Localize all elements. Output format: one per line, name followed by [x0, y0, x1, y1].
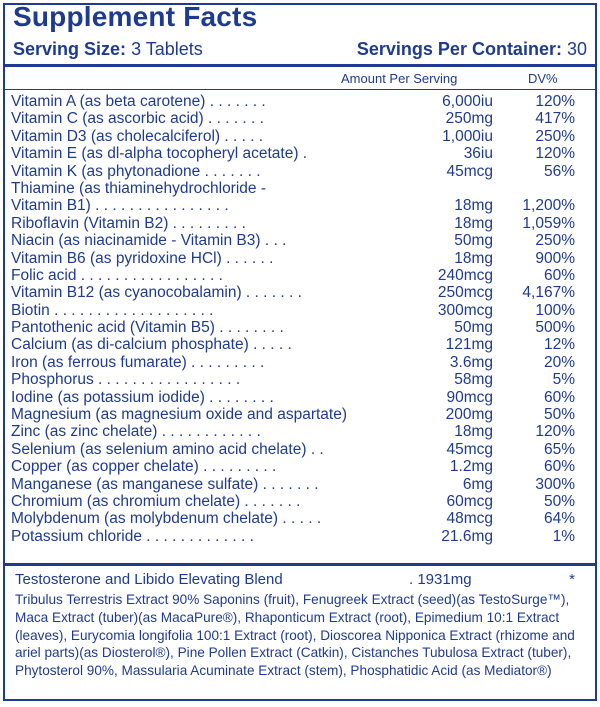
nutrient-amount: 58mg [454, 371, 493, 389]
nutrient-row [11, 93, 575, 110]
nutrient-name: Vitamin A (as beta carotene) . . . . . . . [11, 93, 266, 110]
nutrient-name: Vitamin E (as dl-alpha tocopheryl acetate) . [11, 145, 308, 163]
serving-size [13, 39, 203, 60]
serving-size-value: 3 Tablets [131, 39, 203, 59]
nutrient-name: Selenium (as selenium amino acid chelate) . . [11, 440, 324, 458]
nutrient-amount: 200mg [445, 406, 493, 424]
nutrient-row [11, 476, 575, 493]
nutrient-name: Iron (as ferrous fumarate) . . . . . . . . . [11, 353, 265, 371]
blend-amount: . 1931mg [409, 571, 472, 588]
nutrient-dv: 12% [543, 336, 575, 354]
nutrient-dv: 4,167% [522, 284, 575, 302]
thick-divider [5, 64, 595, 67]
nutrient-row [11, 267, 575, 284]
nutrient-row [11, 180, 575, 197]
nutrient-amount: 18mg [454, 197, 493, 215]
nutrient-amount: 240mcg [437, 266, 493, 284]
nutrient-amount: 1,000iu [442, 127, 493, 145]
nutrient-row [11, 110, 575, 127]
nutrient-row [11, 302, 575, 319]
nutrient-dv: 56% [543, 162, 575, 180]
nutrient-amount: 21.6mg [441, 527, 493, 545]
nutrient-dv: 50% [543, 492, 575, 510]
nutrient-name: Chromium (as chromium chelate) . . . . . . . [11, 492, 301, 510]
blend-row [15, 571, 579, 588]
nutrient-row [11, 197, 575, 214]
nutrient-dv: 1% [552, 527, 575, 545]
nutrient-name: Manganese (as manganese sulfate) . . . . . . . [11, 475, 319, 493]
nutrient-dv: 417% [535, 110, 575, 128]
nutrient-name: Vitamin K (as phytonadione . . . . . . . [11, 162, 261, 180]
nutrient-dv: 50% [543, 406, 575, 424]
nutrient-name: Zinc (as zinc chelate) . . . . . . . . . . . . [11, 423, 261, 441]
nutrient-name: Niacin (as niacinamide - Vitamin B3) . . . [11, 232, 287, 250]
nutrient-name: Phosphorus . . . . . . . . . . . . . . . . . [11, 371, 241, 389]
nutrient-name: Vitamin C (as ascorbic acid) . . . . . . . [11, 110, 264, 128]
nutrient-dv: 120% [535, 93, 575, 110]
nutrient-amount: 300mcg [437, 301, 493, 319]
nutrient-name: Molybdenum (as molybdenum chelate) . . . . . [11, 510, 322, 528]
nutrient-row [11, 371, 575, 388]
nutrient-row [11, 528, 575, 545]
nutrient-name: Iodine (as potassium iodide) . . . . . . . . [11, 388, 274, 406]
nutrient-dv: 500% [535, 319, 575, 337]
blend-divider [5, 563, 595, 566]
nutrient-amount: 45mcg [446, 162, 493, 180]
nutrient-name: Vitamin B12 (as cyanocobalamin) . . . . . . . [11, 284, 302, 302]
nutrient-amount: 250mg [445, 110, 493, 128]
nutrient-amount: 18mg [454, 214, 493, 232]
nutrient-dv: 300% [535, 475, 575, 493]
nutrient-amount: 36iu [463, 145, 493, 163]
nutrient-amount: 90mcg [446, 388, 493, 406]
nutrient-name: Potassium chloride . . . . . . . . . . . . . [11, 527, 254, 545]
panel-title: Supplement Facts [13, 1, 258, 32]
nutrient-row [11, 510, 575, 527]
nutrient-amount: 6mg [462, 475, 493, 493]
nutrient-row [11, 319, 575, 336]
nutrient-name: Vitamin D3 (as cholecalciferol) . . . . . [11, 127, 264, 145]
servings-per-container-value: 30 [566, 39, 587, 59]
nutrient-name: Folic acid . . . . . . . . . . . . . . . . . [11, 266, 223, 284]
nutrient-name: Vitamin B1) . . . . . . . . . . . . . . . . [11, 197, 229, 215]
nutrient-amount: 50mg [454, 319, 493, 337]
nutrient-amount: 1.2mg [449, 458, 493, 476]
nutrient-name: Vitamin B6 (as pyridoxine HCl) . . . . . . [11, 249, 274, 267]
nutrient-row [11, 250, 575, 267]
serving-size-label: Serving Size: [13, 39, 127, 59]
nutrient-row [11, 441, 575, 458]
nutrient-name: Pantothenic acid (Vitamin B5) . . . . . . . . [11, 319, 284, 337]
nutrient-amount: 45mcg [446, 440, 493, 458]
nutrient-amount: 6,000iu [442, 93, 493, 110]
nutrient-amount: 60mcg [446, 492, 493, 510]
nutrient-row [11, 458, 575, 475]
nutrient-dv: 65% [543, 440, 575, 458]
nutrient-amount: 50mg [454, 232, 493, 250]
nutrient-row [11, 145, 575, 162]
nutrient-dv: 64% [543, 510, 575, 528]
nutrient-amount: 48mcg [446, 510, 493, 528]
nutrient-amount: 18mg [454, 423, 493, 441]
nutrient-dv: 120% [535, 145, 575, 163]
nutrient-dv: 900% [535, 249, 575, 267]
nutrient-name: Thiamine (as thiaminehydrochloride - [11, 179, 267, 197]
nutrient-dv: 60% [543, 388, 575, 406]
nutrient-dv: 60% [543, 266, 575, 284]
nutrient-name: Magnesium (as magnesium oxide and aspartate) [11, 406, 348, 424]
nutrient-dv: 5% [552, 371, 575, 389]
nutrient-row [11, 215, 575, 232]
nutrient-amount: 250mcg [437, 284, 493, 302]
nutrient-row [11, 163, 575, 180]
nutrient-dv: 60% [543, 458, 575, 476]
nutrient-row [11, 423, 575, 440]
nutrient-row [11, 336, 575, 353]
nutrient-dv: 1,059% [522, 214, 575, 232]
nutrient-row [11, 284, 575, 301]
nutrient-dv: 250% [535, 232, 575, 250]
thin-divider [5, 89, 595, 90]
nutrient-dv: 250% [535, 127, 575, 145]
nutrient-dv: 20% [543, 353, 575, 371]
amount-column-header: Amount Per Serving [341, 71, 458, 86]
nutrient-name: Copper (as copper chelate) . . . . . . . . . [11, 458, 277, 476]
dv-column-header: DV% [528, 71, 558, 86]
blend-name: Testosterone and Libido Elevating Blend [15, 571, 283, 588]
nutrient-row [11, 389, 575, 406]
nutrient-dv: 100% [535, 301, 575, 319]
nutrient-row [11, 354, 575, 371]
nutrient-row [11, 128, 575, 145]
servings-per-container-label: Servings Per Container: [356, 39, 562, 59]
nutrient-name: Biotin . . . . . . . . . . . . . . . . . . . [11, 301, 214, 319]
blend-dv: * [569, 571, 575, 588]
servings-per-container [357, 39, 587, 60]
nutrient-name: Riboflavin (Vitamin B2) . . . . . . . . . [11, 214, 246, 232]
nutrient-name: Calcium (as di-calcium phosphate) . . . . . [11, 336, 292, 354]
nutrient-row [11, 406, 575, 423]
blend-ingredients: Tribulus Terrestris Extract 90% Saponins (fruit), Fenugreek Extract (seed)(as TestoSurge™), Maca Extract (tuber)(as MacaPure®), Rhaponticum Extract (root), Epimedium 10:1 Extract (leaves), Eurycomia longifolia 100:1 Extract (root), Dioscorea Nipponica Extract (rhizome and ariel parts)(as Diosterol®), Pine Pollen Extract (Catkin), Cistanches Tubulosa Extract (tuber), Phytosterol 90%, Massularia Acuminate Extract (stem), Phosphatidic Acid (as Mediator®) [15, 592, 575, 679]
nutrient-row [11, 493, 575, 510]
nutrient-dv: 1,200% [522, 197, 575, 215]
nutrient-row [11, 232, 575, 249]
nutrient-dv: 120% [535, 423, 575, 441]
nutrient-amount: 18mg [454, 249, 493, 267]
nutrient-amount: 3.6mg [449, 353, 493, 371]
nutrient-list [11, 93, 575, 545]
supplement-facts-panel [3, 3, 597, 701]
nutrient-amount: 121mg [445, 336, 493, 354]
